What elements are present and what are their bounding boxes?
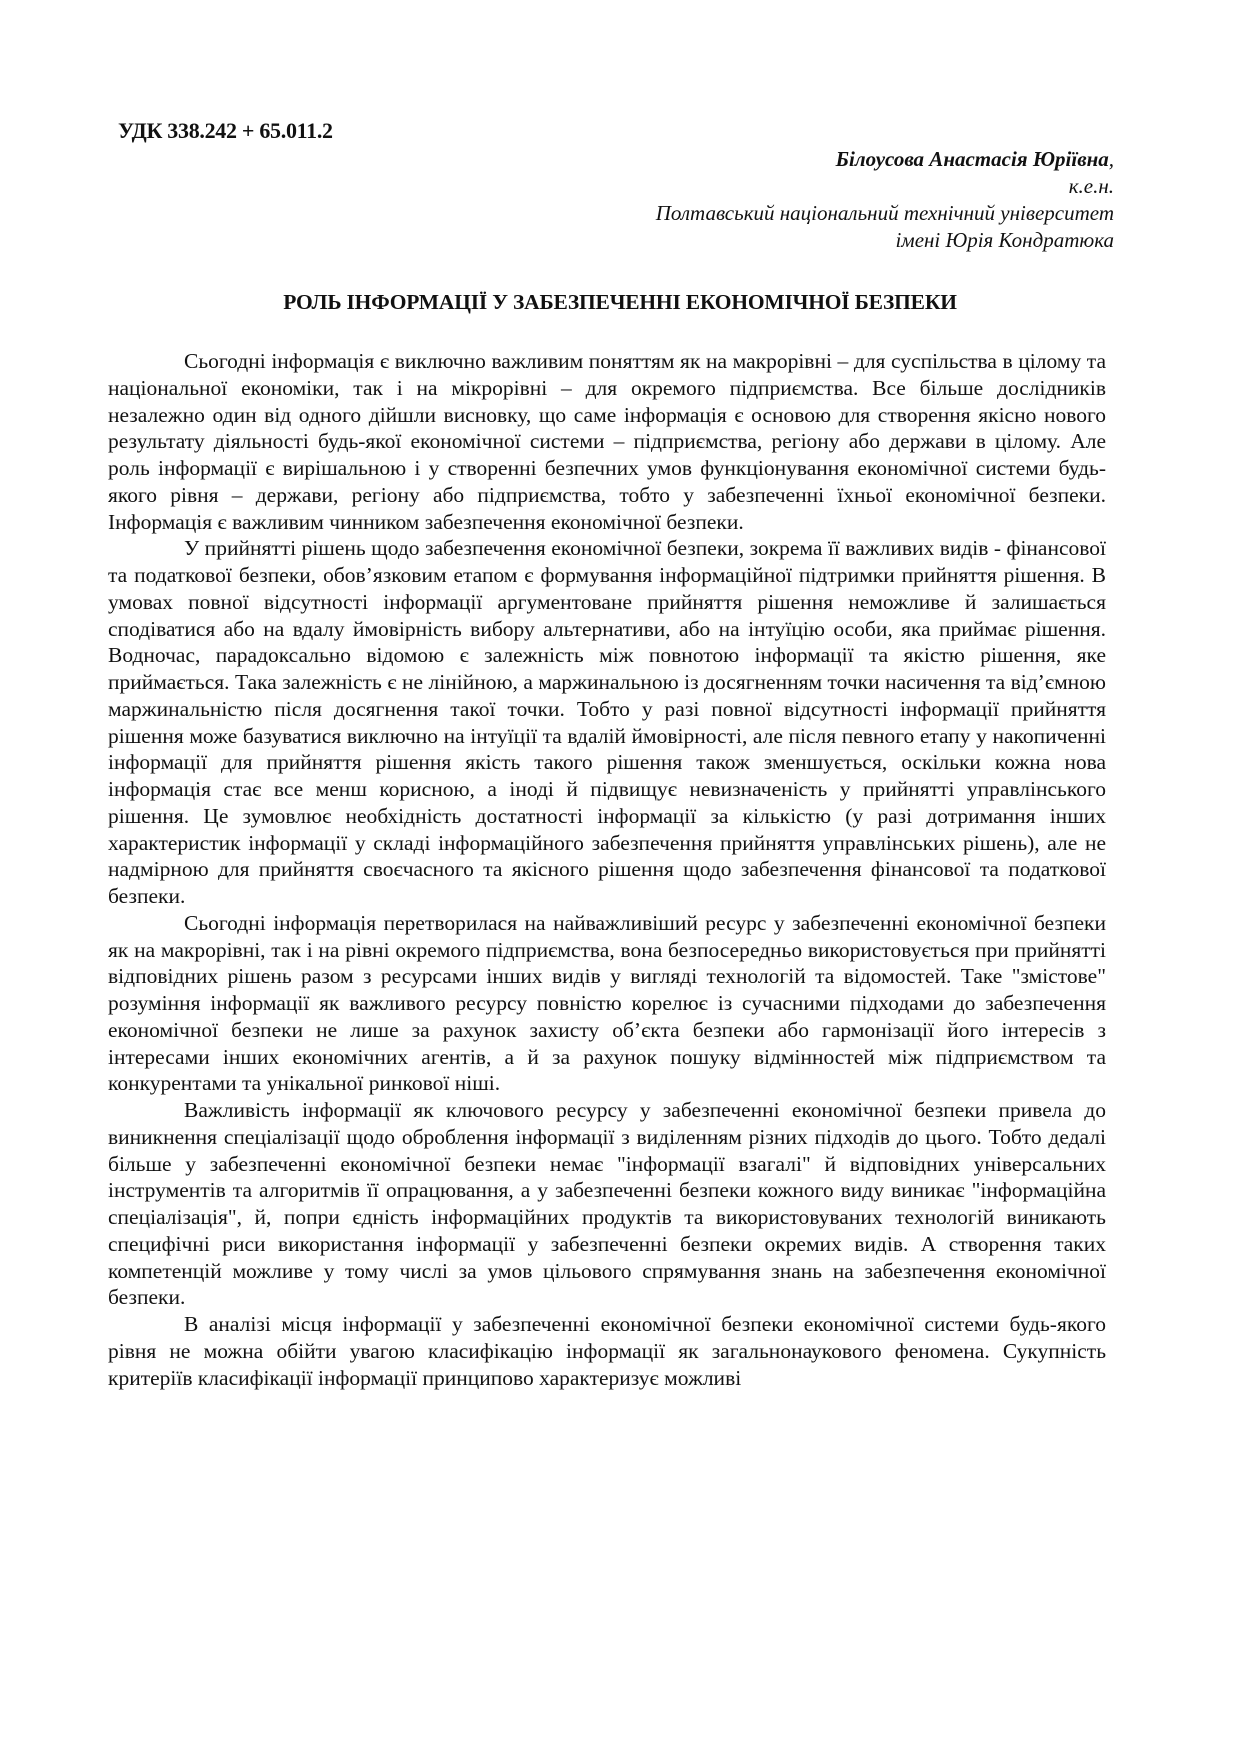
author-line [656,146,1114,173]
author-degree: к.е.н. [1068,174,1114,198]
udk-code: УДК 338.242 + 65.011.2 [118,118,333,143]
author-block [656,146,1114,254]
author-name: Білоусова Анастасія Юріївна [835,147,1109,171]
author-name-suffix: , [1108,147,1114,171]
article-title: РОЛЬ ІНФОРМАЦІЇ У ЗАБЕЗПЕЧЕННІ ЕКОНОМІЧНОЇ БЕЗПЕКИ [283,290,957,314]
paragraph: Важливість інформації як ключового ресурсу у забезпеченні економічної безпеки привела до виникнення спеціалізації щодо оброблення інформації з виділенням різних підходів до цього. Тобто дедалі більше у забезпеченні економічної безпеки немає "інформації взагалі" й відповідних універсальних інструментів та алгоритмів її опрацювання, а у забезпеченні безпеки кожного виду виникає "інформаційна спеціалізація", й, попри єдність інформаційних продуктів та використовуваних технологій виникають специфічні риси використання інформації у забезпеченні безпеки окремих видів. А створення таких компетенцій можливе у тому числі за умов цільового спрямування знань на забезпечення економічної безпеки. [108,1098,1106,1310]
paragraph: Сьогодні інформація є виключно важливим поняттям як на макрорівні – для суспільства в цілому та національної економіки, так і на мікрорівні – для окремого підприємства. Все більше дослідників незалежно один від одного дійшли висновку, що саме інформація є основою для створення якісно нового результату діяльності будь-якої економічної системи – підприємства, регіону або держави в цілому. Але роль інформації є вирішальною і у створенні безпечних умов функціонування економічної системи будь-якого рівня – держави, регіону або підприємства, тобто у забезпеченні їхньої економічної безпеки. Інформація є важливим чинником забезпечення економічної безпеки. [108,349,1106,534]
paragraph: Сьогодні інформація перетворилася на найважливіший ресурс у забезпеченні економічної безпеки як на макрорівні, так і на рівні окремого підприємства, вона безпосередньо використовується при прийнятті відповідних рішень разом з ресурсами інших видів у вигляді технологій та відомостей. Таке "змістове" розуміння інформації як важливого ресурсу повністю корелює із сучасними підходами до забезпечення економічної безпеки не лише за рахунок захисту об’єкта безпеки або гармонізації його інтересів з інтересами інших економічних агентів, а й за рахунок пошуку відмінностей між підприємством та конкурентами та унікальної ринкової ніші. [108,910,1106,1096]
paragraph: У прийнятті рішень щодо забезпечення економічної безпеки, зокрема її важливих видів - фінансової та податкової безпеки, обов’язковим етапом є формування інформаційної підтримки прийняття рішення. В умовах повної відсутності інформації аргументоване прийняття рішення неможливе й залишається сподіватися або на вдалу ймовірність вибору альтернативи, або на інтуїцію особи, яка приймає рішення. Водночас, парадоксально відомою є залежність між повнотою інформації та якістю рішення, яке приймається. Така залежність є не лінійною, а маржинальною із досягненням точки насичення та від’ємною маржинальністю після досягнення такої точки. Тобто у разі повної відсутності інформації прийняття рішення може базуватися виключно на інтуїції та вдалій ймовірності, але після певного етапу у накопиченні інформації для прийняття рішення якість такого рішення також зменшується, оскільки кожна нова інформація стає все менш корисною, а іноді й підвищує невизначеність у прийнятті управлінського рішення. Це зумовлює необхідність достатності інформації за кількістю (у разі дотримання інших характеристик інформації у складі інформаційного забезпечення прийняття управлінських рішень), але не надмірною для прийняття своєчасного та якісного рішення щодо забезпечення фінансової та податкової безпеки. [108,536,1106,908]
paragraph: В аналізі місця інформації у забезпеченні економічної безпеки економічної системи будь-якого рівня не можна обійти увагою класифікацію інформації як загальнонаукового феномена. Сукупність критеріїв класифікації інформації принципово характеризує можливі [108,1312,1106,1390]
article-body [108,348,1106,1391]
affiliation-line-2: імені Юрія Кондратюка [895,228,1114,252]
affiliation-line-1: Полтавський національний технічний університет [655,201,1114,225]
